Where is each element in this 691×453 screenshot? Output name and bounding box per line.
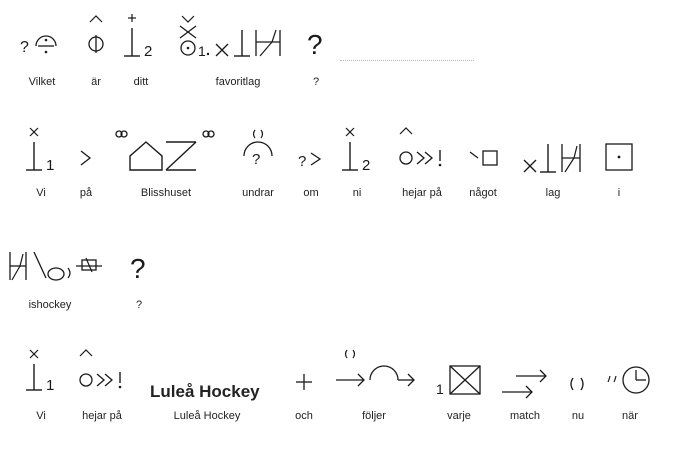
word-label: på [79, 187, 93, 199]
word-label: varje [447, 410, 471, 422]
svg-text:?: ? [298, 153, 307, 170]
word-label: favoritlag [215, 76, 261, 88]
word-nar [618, 410, 642, 424]
word-label: är [91, 76, 101, 88]
svg-text:2: 2 [362, 157, 371, 174]
svg-text:2: 2 [144, 43, 153, 60]
word-label: när [622, 410, 638, 422]
word-label: i [617, 187, 621, 199]
word-match [506, 410, 544, 424]
bliss-symbol-nu [566, 374, 590, 399]
bliss-symbol-hejar-pa-2 [76, 348, 132, 399]
svg-text:1: 1 [436, 381, 444, 397]
svg-text:?: ? [252, 151, 261, 168]
svg-text:1: 1 [46, 377, 55, 394]
bliss-symbol-vi-2 [24, 346, 60, 401]
word-varje [442, 410, 476, 424]
brand-name-lulea-hockey: Luleå Hockey [150, 382, 260, 401]
word-label: ? [135, 299, 143, 311]
svg-text:?: ? [307, 29, 323, 60]
word-label: Vi [36, 410, 46, 422]
bliss-symbol-match [500, 366, 552, 405]
word-label: Vilket [28, 76, 56, 88]
word-label: nu [571, 410, 585, 422]
word-label: hejar på [402, 187, 442, 199]
word-hejar-pa-2 [76, 410, 128, 424]
word-label: Blisshuset [140, 187, 192, 199]
word-lulea-hockey [170, 410, 244, 424]
word-foljer [354, 410, 394, 424]
bliss-symbol-varje [436, 364, 486, 403]
svg-text:?: ? [130, 253, 146, 284]
word-label: ni [352, 187, 362, 199]
word-label: hejar på [82, 410, 122, 422]
word-label: Vi [36, 187, 46, 199]
svg-text:1: 1 [46, 157, 55, 174]
word-label: undrar [242, 187, 274, 199]
word-label: match [510, 410, 540, 422]
word-vi-2 [30, 410, 52, 424]
word-label: och [295, 410, 313, 422]
svg-text:1: 1 [198, 43, 206, 59]
bliss-symbol-och [292, 370, 316, 399]
word-label: Luleå Hockey [173, 410, 241, 422]
bliss-symbol-nar [604, 364, 654, 403]
svg-text:?: ? [20, 39, 29, 56]
word-label: ? [312, 76, 320, 88]
word-label: ishockey [28, 299, 72, 311]
word-label: om [303, 187, 319, 199]
word-nu [566, 410, 590, 424]
word-label: följer [362, 410, 386, 422]
word-label: något [469, 187, 497, 199]
bliss-symbol-foljer [334, 346, 418, 397]
word-label: ditt [133, 76, 149, 88]
word-label: lag [545, 187, 561, 199]
word-och [290, 410, 318, 424]
